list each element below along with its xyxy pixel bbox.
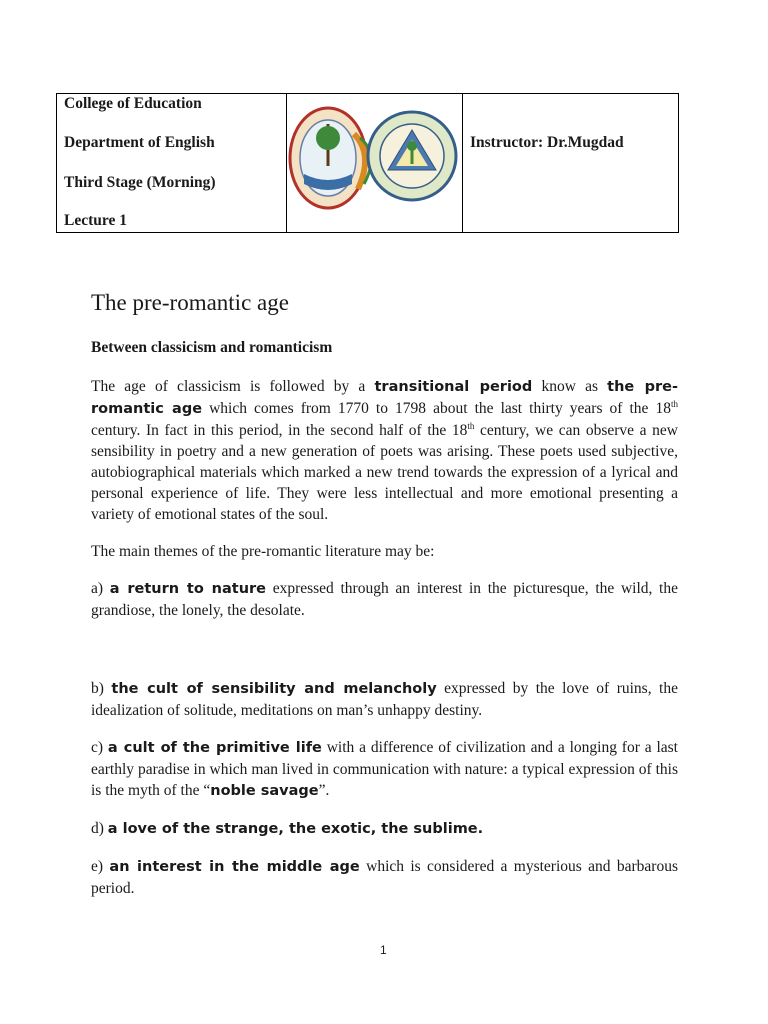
college-emblem-icon: [290, 108, 371, 208]
university-logos: [288, 104, 460, 214]
college-name: College of Education: [64, 95, 202, 112]
instructor-label: Instructor: Dr.Mugdad: [470, 134, 624, 151]
page-title: The pre-romantic age: [91, 290, 289, 315]
theme-item: b) the cult of sensibility and melancholy expressed by the love of ruins, the idealization of solitude, meditations on man’s unhappy destiny.: [91, 680, 678, 719]
stage-label: Third Stage (Morning): [64, 174, 216, 191]
instructor-cell: [463, 94, 679, 233]
department-name: Department of English: [64, 134, 215, 151]
theme-item: c) a cult of the primitive life with a difference of civilization and a longing for a last earthly paradise in which man lived in communication with nature: a typical expression of this is the myth of the “noble savage”.: [91, 739, 678, 799]
section-subtitle: Between classicism and romanticism: [91, 339, 333, 356]
theme-item: e) an interest in the middle age which is considered a mysterious and barbarous period.: [91, 858, 679, 897]
intro-paragraph: The age of classicism is followed by a transitional period know as the pre-romantic age which comes from 1770 to 1798 about the last thirty years of the 18th century. In fact in this period, in the second half of the 18th century, we can observe a new sensibility in poetry and a new generation of poets was arising. These poets used subjective, autobiographical materials which marked a new trend towards the expression of a lyrical and personal experience of life. They were less intellectual and more emotional presenting a variety of emotional states of the soul.: [91, 378, 678, 523]
university-seal-icon: [368, 112, 456, 200]
theme-item: d) a love of the strange, the exotic, the sublime.: [91, 820, 484, 837]
page-number: 1: [380, 943, 387, 957]
lecture-label: Lecture 1: [64, 212, 127, 229]
themes-intro: The main themes of the pre-romantic literature may be:: [91, 543, 435, 560]
theme-item: a) a return to nature expressed through an interest in the picturesque, the wild, the grandiose, the lonely, the desolate.: [91, 580, 678, 619]
